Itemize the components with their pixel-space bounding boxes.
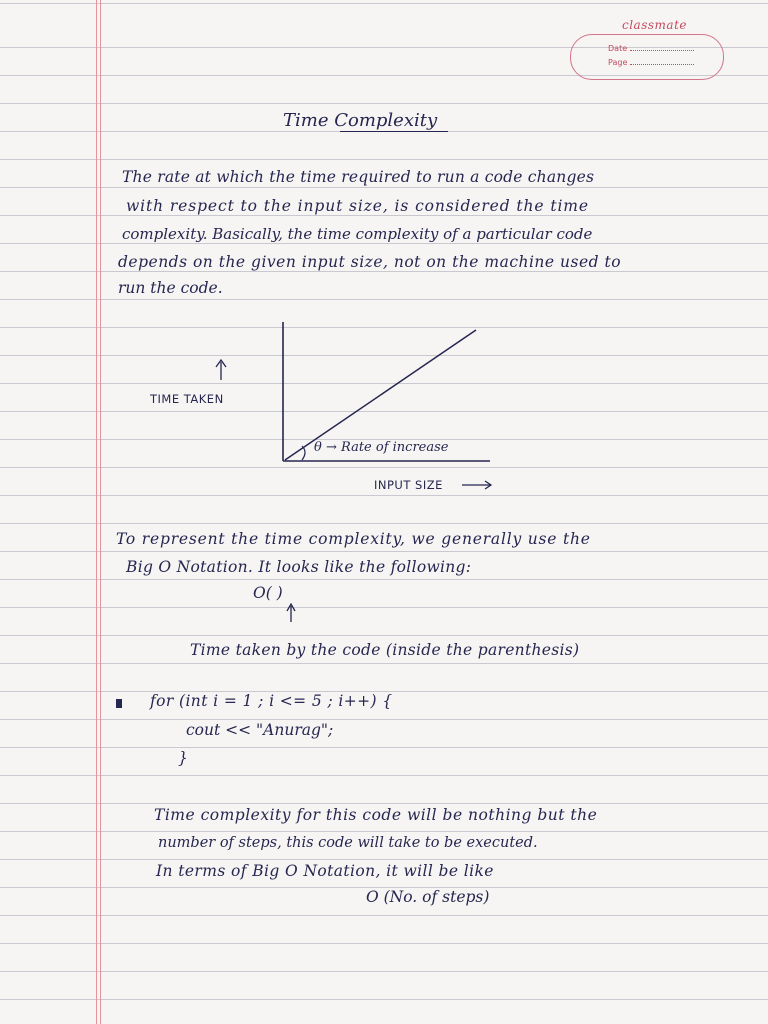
code-line: } (178, 749, 188, 767)
bigo-formula: O( ) (253, 584, 283, 602)
conclusion-line: number of steps, this code will take to be executed. (158, 835, 538, 851)
intro-line: with respect to the input size, is considered the time (126, 197, 589, 215)
brand-name: classmate (622, 18, 687, 32)
intro-line: The rate at which the time required to run a code changes (122, 168, 595, 186)
page-title: Time Complexity (283, 110, 438, 131)
page-label: Page (608, 58, 628, 67)
bullet-mark (116, 699, 122, 708)
bigo-line: To represent the time complexity, we generally use the (116, 530, 591, 548)
code-line: for (int i = 1 ; i <= 5 ; i++) { (150, 692, 393, 710)
graph-y-label: TIME TAKEN (150, 392, 224, 406)
bigo-caption: Time taken by the code (inside the parenthesis) (190, 641, 580, 659)
conclusion-line: In terms of Big O Notation, it will be like (156, 862, 494, 880)
date-label: Date (608, 44, 628, 53)
bigo-line: Big O Notation. It looks like the following: (126, 558, 472, 576)
graph-theta-label: θ → Rate of increase (314, 440, 449, 455)
intro-line: depends on the given input size, not on the machine used to (118, 253, 622, 271)
conclusion-formula: O (No. of steps) (366, 888, 490, 906)
intro-line: run the code. (118, 279, 223, 297)
code-line: cout << "Anurag"; (186, 721, 334, 739)
graph-x-label: INPUT SIZE (374, 478, 443, 492)
intro-line: complexity. Basically, the time complexity of a particular code (122, 225, 593, 243)
conclusion-line: Time complexity for this code will be nothing but the (154, 806, 598, 824)
